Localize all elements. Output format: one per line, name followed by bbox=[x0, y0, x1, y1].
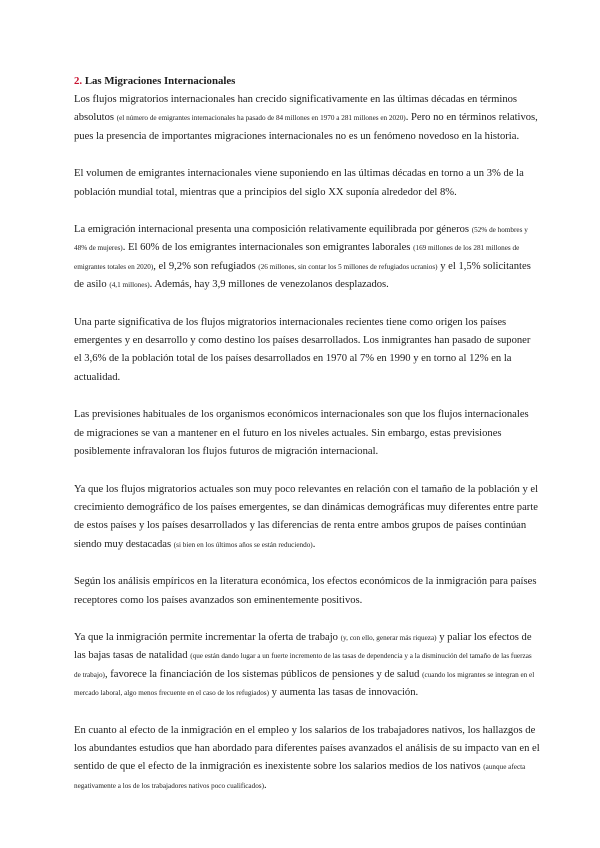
paragraph-3 bbox=[74, 221, 540, 295]
p3-note-2: (169 millones de los 281 millones de emigrantes totales en 2020) bbox=[74, 244, 520, 271]
p8-note-1: (y, con ello, generar más riqueza) bbox=[340, 633, 437, 642]
section-title: Las Migraciones Internacionales bbox=[84, 75, 236, 87]
p3-text-d: y el 1,5% solicitantes de asilo bbox=[74, 260, 531, 291]
paragraph-1 bbox=[74, 91, 540, 146]
p3-text-b: . El 60% de los emigrantes internacionales son emigrantes laborales bbox=[122, 242, 411, 254]
p3-note-3: (26 millones, sin contar los 5 millones de refugiados ucranios) bbox=[258, 262, 438, 271]
paragraph-5 bbox=[74, 406, 540, 461]
p8-note-2: (que están dando lugar a un fuerte incremento de las tasas de dependencia y a la disminución del tamaño de las fuerzas de trabajo) bbox=[74, 652, 532, 679]
p2-text-a: El volumen de emigrantes internacionales viene suponiendo en las últimas décadas en torno a un 3% de la población mundial total, mientras que a principios del siglo XX suponía alrededor del 8%. bbox=[74, 168, 524, 198]
paragraph-4 bbox=[74, 314, 540, 388]
p3-note-4: (4,1 millones) bbox=[109, 281, 150, 290]
p6-note-1: (si bien en los últimos años se están reduciendo) bbox=[173, 540, 313, 549]
p3-text-e: . Además, hay 3,9 millones de venezolanos desplazados. bbox=[149, 279, 389, 291]
paragraph-7 bbox=[74, 573, 540, 610]
p1-text-a: Los flujos migratorios internacionales han crecido significativamente en las últimas décadas en términos absolutos bbox=[74, 94, 518, 124]
p4-text-a: Una parte significativa de los flujos migratorios internacionales recientes tiene como origen los países emergentes y en desarrollo y como destino los países desarrollados. Los inmigrantes han pasado de suponer el 3,6% de la población total de los países desarrollados en 1970 al 7% en 1990 y en torno al 12% en la actualidad. bbox=[74, 316, 531, 383]
p9-note-1: (aunque afecta negativamente a los de los trabajadores nativos poco cualificados) bbox=[74, 763, 526, 790]
paragraph-6 bbox=[74, 481, 540, 555]
paragraph-8 bbox=[74, 629, 540, 703]
p8-text-b: y paliar los efectos de las bajas tasas de natalidad bbox=[74, 631, 532, 662]
section-number: 2. bbox=[74, 75, 83, 87]
paragraph-2 bbox=[74, 165, 540, 202]
p9-text-a: En cuanto al efecto de la inmigración en el empleo y los salarios de los trabajadores nativos, los hallazgos de los abundantes estudios que han abordado para diferentes países avanzados el análisis de su impacto van en el sentido de que el efecto de la inmigración es inexistente sobre los salarios medios de los nativos bbox=[74, 724, 540, 773]
p8-text-c: , favorece la financiación de los sistemas públicos de pensiones y de salud bbox=[104, 668, 420, 680]
paragraph-9 bbox=[74, 722, 540, 796]
p6-text-a: Ya que los flujos migratorios actuales son muy poco relevantes en relación con el tamaño de la población y el crecimiento demográfico de los países emergentes, se dan dinámicas demográficas muy diferentes entre parte de estos países y los países desarrollados y las diferencias de renta entre ambos grupos de países continúan siendo muy destacadas bbox=[74, 483, 539, 550]
p5-text-a: Las previsiones habituales de los organismos económicos internacionales son que los flujos internacionales de migraciones se van a mantener en el futuro en los niveles actuales. Sin embargo, estas previsiones posiblemente infravaloran los flujos futuros de migración internacional. bbox=[74, 409, 529, 458]
p7-text-a: Según los análisis empíricos en la literatura económica, los efectos económicos de la inmigración para países receptores como los países avanzados son eminentemente positivos. bbox=[74, 576, 537, 606]
p8-text-a: Ya que la inmigración permite incrementar la oferta de trabajo bbox=[74, 631, 338, 643]
p3-text-a: La emigración internacional presenta una composición relativamente equilibrada por géneros bbox=[74, 224, 470, 236]
p8-note-3: (cuando los migrantes se integran en el mercado laboral, algo menos frecuente en el caso de los refugiados) bbox=[74, 670, 535, 698]
p1-note-1: (el número de emigrantes internacionales ha pasado de 84 millones en 1970 a 281 millones en 2020) bbox=[116, 114, 406, 123]
section-heading bbox=[74, 72, 540, 90]
p1-text-b: . Pero no en términos relativos, pues la presencia de importantes migraciones internacionales no es un fenómeno novedoso en la historia. bbox=[74, 112, 538, 142]
p6-text-b: . bbox=[312, 538, 316, 550]
p3-text-c: , el 9,2% son refugiados bbox=[153, 260, 256, 272]
p3-note-1: (52% de hombres y 48% de mujeres) bbox=[74, 226, 528, 253]
p8-text-d: y aumenta las tasas de innovación. bbox=[268, 687, 419, 699]
p9-text-b: . bbox=[264, 779, 267, 791]
